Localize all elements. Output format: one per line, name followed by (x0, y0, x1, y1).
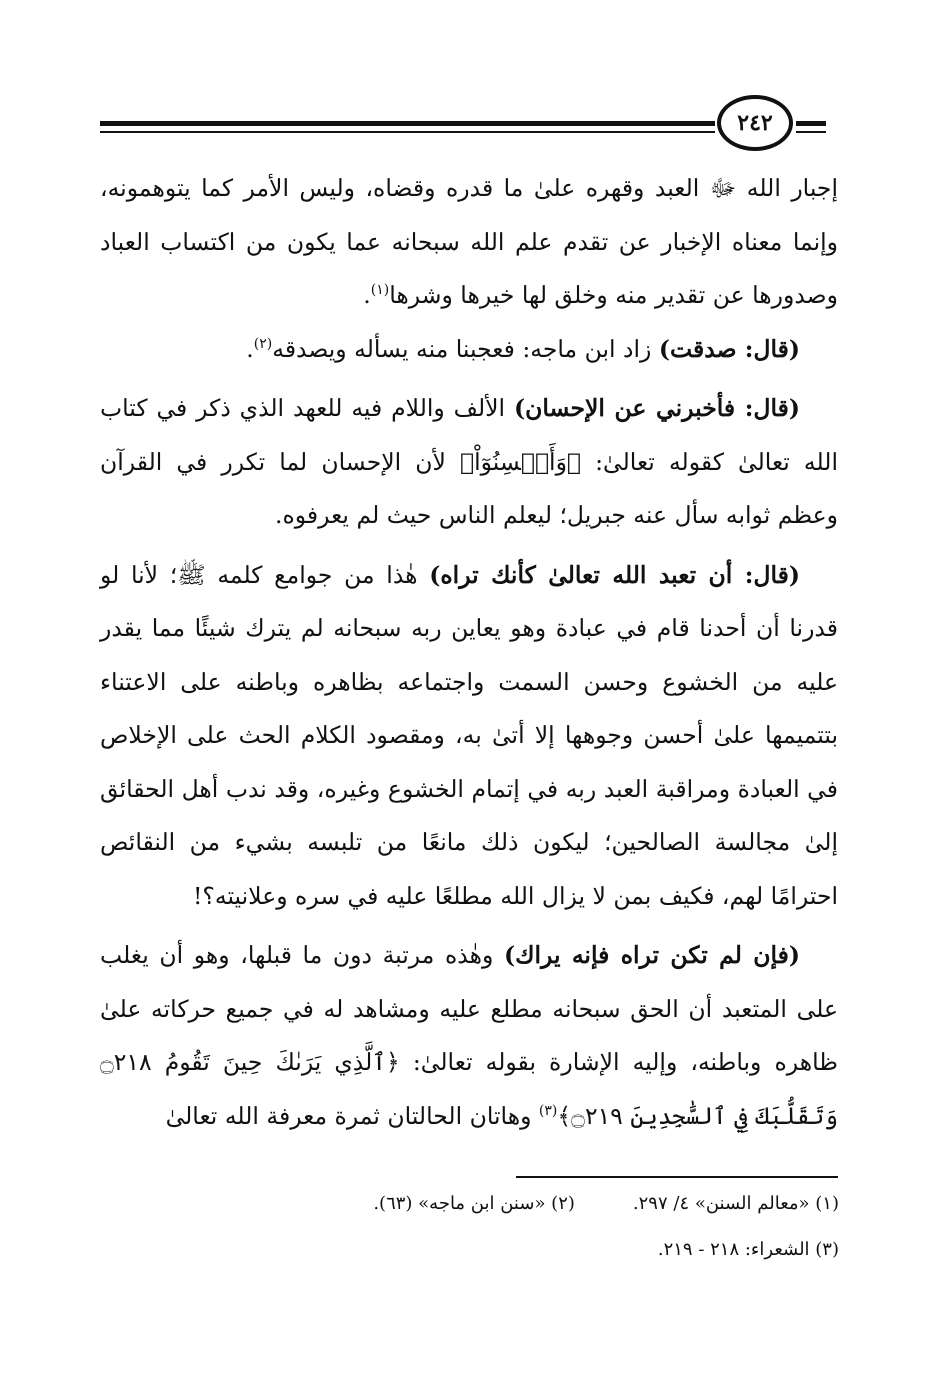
header-rule (100, 121, 715, 126)
paragraph-4-lead: (قال: أن تعبد الله تعالىٰ كأنك تراه) (429, 560, 800, 589)
footnote-1: (١) «معالم السنن» ٤/ ٢٩٧. (632, 1193, 839, 1214)
page-number: ٢٤٢ (717, 95, 793, 151)
header-rule-right (796, 121, 826, 126)
paragraph-3: (قال: فأخبرني عن الإحسان) الألف واللام فيه للعهد الذي ذكر في كتاب الله تعالىٰ كقوله تعالىٰ: ﴿وَأَحۡسِنُوٓاْ﴾ لأن الإحسان لما تكرر في القرآن وعظم ثوابه سأل عنه جبريل؛ ليعلم الناس حيث لم يعرفوه. (100, 394, 838, 529)
paragraph-5-lead: (فإن لم تكن تراه فإنه يراك) (503, 941, 800, 969)
footnote-divider (516, 1176, 838, 1178)
footnotes-row-1 (373, 1190, 839, 1218)
paragraph-2: (قال: صدقت) زاد ابن ماجه: فعجبنا منه يسأله ويصدقه$^{(٢)}$. (246, 334, 800, 363)
footnote-ref-2: (٢) (253, 335, 273, 352)
main-text (100, 162, 838, 1143)
footnote-ref-3: (٣) (538, 1102, 558, 1119)
page-header (100, 88, 845, 158)
paragraph-1: إجبار الله ﷻ العبد وقهره علىٰ ما قدره وقضاه، وليس الأمر كما يتوهمونه، وإنما معناه الإخبار عن تقدم علم الله سبحانه عما يكون من اكتساب العباد وصدورها عن تقدير منه وخلق لها خيرها وشرها$^{(١)}$. (100, 174, 838, 309)
header-rule-right-thin (796, 131, 826, 133)
footnote-ref-1: (١) (370, 282, 390, 299)
footnotes-row-2 (658, 1236, 839, 1264)
paragraph-4: (قال: أن تعبد الله تعالىٰ كأنك تراه) هٰذا من جوامع كلمه ﷺ؛ لأنا لو قدرنا أن أحدنا قام في عبادة وهو يعاين ربه سبحانه لم يترك شيئًا مما يقدر عليه من الخشوع وحسن السمت واجتماعه بظاهره وباطنه على الاعتناء بتتميمها علىٰ أحسن وجوهها إلا أتىٰ به، ومقصود الكلام الحث على الإخلاص في العبادة ومراقبة العبد ربه في إتمام الخشوع وغيره، وقد ندب أهل الحقائق إلىٰ مجالسة الصالحين؛ ليكون ذلك مانعًا من تلبسه بشيء من النقائص احترامًا لهم، فكيف بمن لا يزال الله مطلعًا عليه في سره وعلانيته؟! (100, 560, 838, 910)
paragraph-2-lead: (قال: صدقت) (658, 334, 800, 363)
paragraph-3-lead: (قال: فأخبرني عن الإحسان) (513, 394, 800, 422)
header-rule-thin (100, 131, 715, 133)
footnote-3: (٣) الشعراء: ٢١٨ - ٢١٩. (657, 1239, 839, 1260)
footnote-2: (٢) «سنن ابن ماجه» (٦٣). (373, 1193, 575, 1214)
paragraph-5: (فإن لم تكن تراه فإنه يراك) وهٰذه مرتبة دون ما قبلها، وهو أن يغلب على المتعبد أن الحق سبحانه مطلع عليه ومشاهد له في جميع حركاته علىٰ ظاهره وباطنه، وإليه الإشارة بقوله تعالىٰ: ﴿ٱلَّذِي يَرَىٰكَ حِينَ تَقُومُ ۝٢١٨ وَتَقَلُّبَكَ فِي ٱلسَّٰجِدِينَ ۝٢١٩﴾$^{(٣)}$ وهاتان الحالتان ثمرة معرفة الله تعالىٰ (100, 941, 838, 1130)
